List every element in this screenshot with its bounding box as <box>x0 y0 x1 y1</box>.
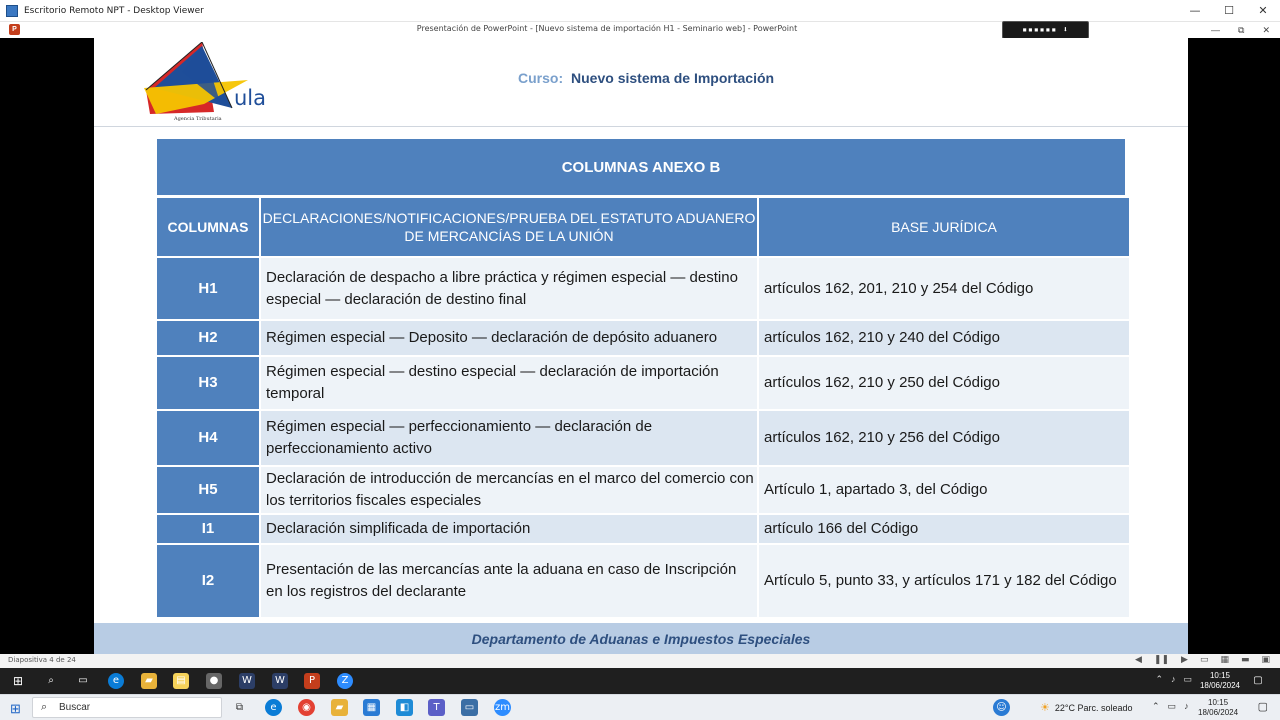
remote-edge-icon[interactable]: e <box>108 673 124 689</box>
pp-close-button[interactable]: ✕ <box>1262 25 1270 35</box>
row-description: Declaración de despacho a libre práctica y régimen especial — destino especial — declaración de destino final <box>261 258 757 319</box>
row-legal-basis: Artículo 5, punto 33, y artículos 171 y 182 del Código <box>759 545 1129 617</box>
row-legal-basis: artículos 162, 210 y 256 del Código <box>759 411 1129 465</box>
close-button[interactable]: ✕ <box>1258 4 1268 17</box>
reading-view-icon[interactable]: ▬ <box>1240 655 1250 665</box>
table-row <box>157 357 1125 409</box>
normal-view-icon[interactable]: ▭ <box>1199 655 1209 665</box>
table-title: COLUMNAS ANEXO B <box>157 139 1125 195</box>
powerpoint-app-icon: P <box>9 24 20 35</box>
table-body <box>157 258 1125 617</box>
local-time: 10:15 <box>1208 698 1229 707</box>
row-legal-basis: artículos 162, 210 y 240 del Código <box>759 321 1129 355</box>
table-row <box>157 411 1125 465</box>
pp-minimize-button[interactable]: — <box>1211 25 1221 35</box>
remote-app-icon[interactable]: ● <box>206 673 222 689</box>
table-header-row <box>157 198 1125 256</box>
table-row <box>157 515 1125 543</box>
notification-icon[interactable]: ▢ <box>1257 701 1268 713</box>
row-description: Declaración simplificada de importación <box>261 515 757 543</box>
powerpoint-statusbar <box>0 654 1280 668</box>
remote-app2-icon[interactable]: W <box>239 673 255 689</box>
remote-network-icon[interactable]: ▭ <box>1183 674 1192 684</box>
remote-notes-icon[interactable]: ▤ <box>173 673 189 689</box>
aula-logo <box>144 42 267 124</box>
remote-time: 10:15 <box>1209 671 1230 680</box>
slide <box>94 38 1188 654</box>
local-taskbar <box>0 694 1280 720</box>
header-divider <box>94 126 1188 127</box>
prev-slide-icon[interactable]: ◀ <box>1135 655 1142 665</box>
remote-start-icon[interactable]: ⊞ <box>12 674 24 688</box>
network-icon[interactable]: ▭ <box>1167 701 1177 711</box>
slideshow-icon[interactable]: ▣ <box>1261 655 1270 665</box>
row-description: Régimen especial — destino especial — declaración de importación temporal <box>261 357 757 409</box>
search-icon: ⌕ <box>41 701 48 713</box>
windows-start-icon[interactable]: ⊞ <box>10 701 21 716</box>
desktop-viewer-icon <box>6 5 18 17</box>
row-code: H5 <box>157 467 259 513</box>
course-label: Curso: <box>518 70 564 86</box>
remote-chevron-up-icon[interactable]: ⌃ <box>1155 674 1163 684</box>
local-clock[interactable] <box>1198 698 1238 718</box>
header-declaraciones: DECLARACIONES/NOTIFICACIONES/PRUEBA DEL ESTATUTO ADUANERO DE MERCANCÍAS DE LA UNIÓN <box>261 198 757 256</box>
local-tray <box>1152 701 1189 712</box>
row-code: H3 <box>157 357 259 409</box>
table-row <box>157 545 1125 617</box>
remote-tray <box>1155 674 1192 685</box>
remote-app3-icon[interactable]: W <box>272 673 288 689</box>
remote-window-title: Escritorio Remoto NPT - Desktop Viewer <box>24 5 204 16</box>
remote-explorer-icon[interactable]: ▰ <box>141 673 157 689</box>
aula-logo-text: ula <box>234 86 267 110</box>
remote-date: 18/06/2024 <box>1199 681 1240 690</box>
taskview-icon[interactable]: ⧉ <box>235 702 244 713</box>
remote-taskview-icon[interactable]: ▭ <box>78 675 88 686</box>
people-icon[interactable]: ☺ <box>993 699 1010 716</box>
row-legal-basis: artículo 166 del Código <box>759 515 1129 543</box>
chevron-up-icon[interactable]: ⌃ <box>1152 701 1160 711</box>
remote-notification-icon[interactable]: ▢ <box>1253 675 1263 686</box>
remote-taskbar <box>0 668 1280 694</box>
agency-label: Agencia Tributaria <box>174 116 222 122</box>
local-date: 18/06/2024 <box>1198 708 1239 717</box>
edge-icon[interactable]: e <box>265 699 282 716</box>
slide-stage <box>0 38 1280 654</box>
row-code: I1 <box>157 515 259 543</box>
course-heading <box>518 70 774 86</box>
weather-widget[interactable] <box>1040 701 1133 714</box>
pause-icon[interactable]: ❚❚ <box>1153 655 1170 665</box>
minimize-button[interactable]: — <box>1189 4 1201 17</box>
file-explorer-icon[interactable]: ▰ <box>331 699 348 716</box>
row-code: I2 <box>157 545 259 617</box>
weather-sun-icon: ☀ <box>1040 702 1050 714</box>
remote-volume-icon[interactable]: ♪ <box>1170 674 1176 684</box>
row-description: Régimen especial — perfeccionamiento — declaración de perfeccionamiento activo <box>261 411 757 465</box>
remote-connection-bar[interactable]: ▪▪▪▪▪▪ ⬇ <box>1002 21 1089 39</box>
course-title: Nuevo sistema de Importación <box>571 70 775 86</box>
powerpoint-window-title: Presentación de PowerPoint - [Nuevo sistema de importación H1 - Seminario web] - PowerPoint <box>416 24 798 33</box>
volume-icon[interactable]: ♪ <box>1184 701 1189 711</box>
search-placeholder: Buscar <box>59 702 91 713</box>
row-code: H1 <box>157 258 259 319</box>
remote-search-icon[interactable]: ⌕ <box>48 675 54 686</box>
row-code: H4 <box>157 411 259 465</box>
row-legal-basis: artículos 162, 210 y 250 del Código <box>759 357 1129 409</box>
aula-logo-triangle-icon <box>144 42 267 124</box>
app-icon[interactable]: ◧ <box>396 699 413 716</box>
slide-counter: Diapositiva 4 de 24 <box>8 656 76 664</box>
store-icon[interactable]: ▦ <box>363 699 380 716</box>
maximize-button[interactable]: ☐ <box>1224 4 1234 17</box>
table-row <box>157 467 1125 513</box>
remote-window-titlebar <box>0 0 1280 22</box>
remote-desktop-icon[interactable]: ▭ <box>461 699 478 716</box>
remote-zoom-icon[interactable]: Z <box>337 673 353 689</box>
row-description: Declaración de introducción de mercancías en el marco del comercio con los territorios fiscales especiales <box>261 467 757 513</box>
chrome-icon[interactable]: ◉ <box>298 699 315 716</box>
slide-sorter-icon[interactable]: ▦ <box>1220 655 1229 665</box>
next-slide-icon[interactable]: ▶ <box>1181 655 1188 665</box>
annex-b-table <box>157 139 1125 617</box>
remote-clock[interactable] <box>1200 671 1240 691</box>
header-columnas: COLUMNAS <box>157 198 259 256</box>
table-row <box>157 321 1125 355</box>
taskbar-search-box[interactable] <box>32 697 222 718</box>
row-legal-basis: artículos 162, 201, 210 y 254 del Código <box>759 258 1129 319</box>
remote-powerpoint-icon[interactable]: P <box>304 673 320 689</box>
zoom-icon[interactable]: zm <box>494 699 511 716</box>
row-code: H2 <box>157 321 259 355</box>
weather-text: 22°C Parc. soleado <box>1054 702 1133 713</box>
header-base-juridica: BASE JURÍDICA <box>759 198 1129 256</box>
row-description: Presentación de las mercancías ante la aduana en caso de Inscripción en los registros del declarante <box>261 545 757 617</box>
pp-restore-button[interactable]: ⧉ <box>1238 25 1245 35</box>
row-description: Régimen especial — Deposito — declaración de depósito aduanero <box>261 321 757 355</box>
slide-footer: Departamento de Aduanas e Impuestos Especiales <box>94 623 1188 654</box>
teams-icon[interactable]: T <box>428 699 445 716</box>
table-row <box>157 258 1125 319</box>
row-legal-basis: Artículo 1, apartado 3, del Código <box>759 467 1129 513</box>
